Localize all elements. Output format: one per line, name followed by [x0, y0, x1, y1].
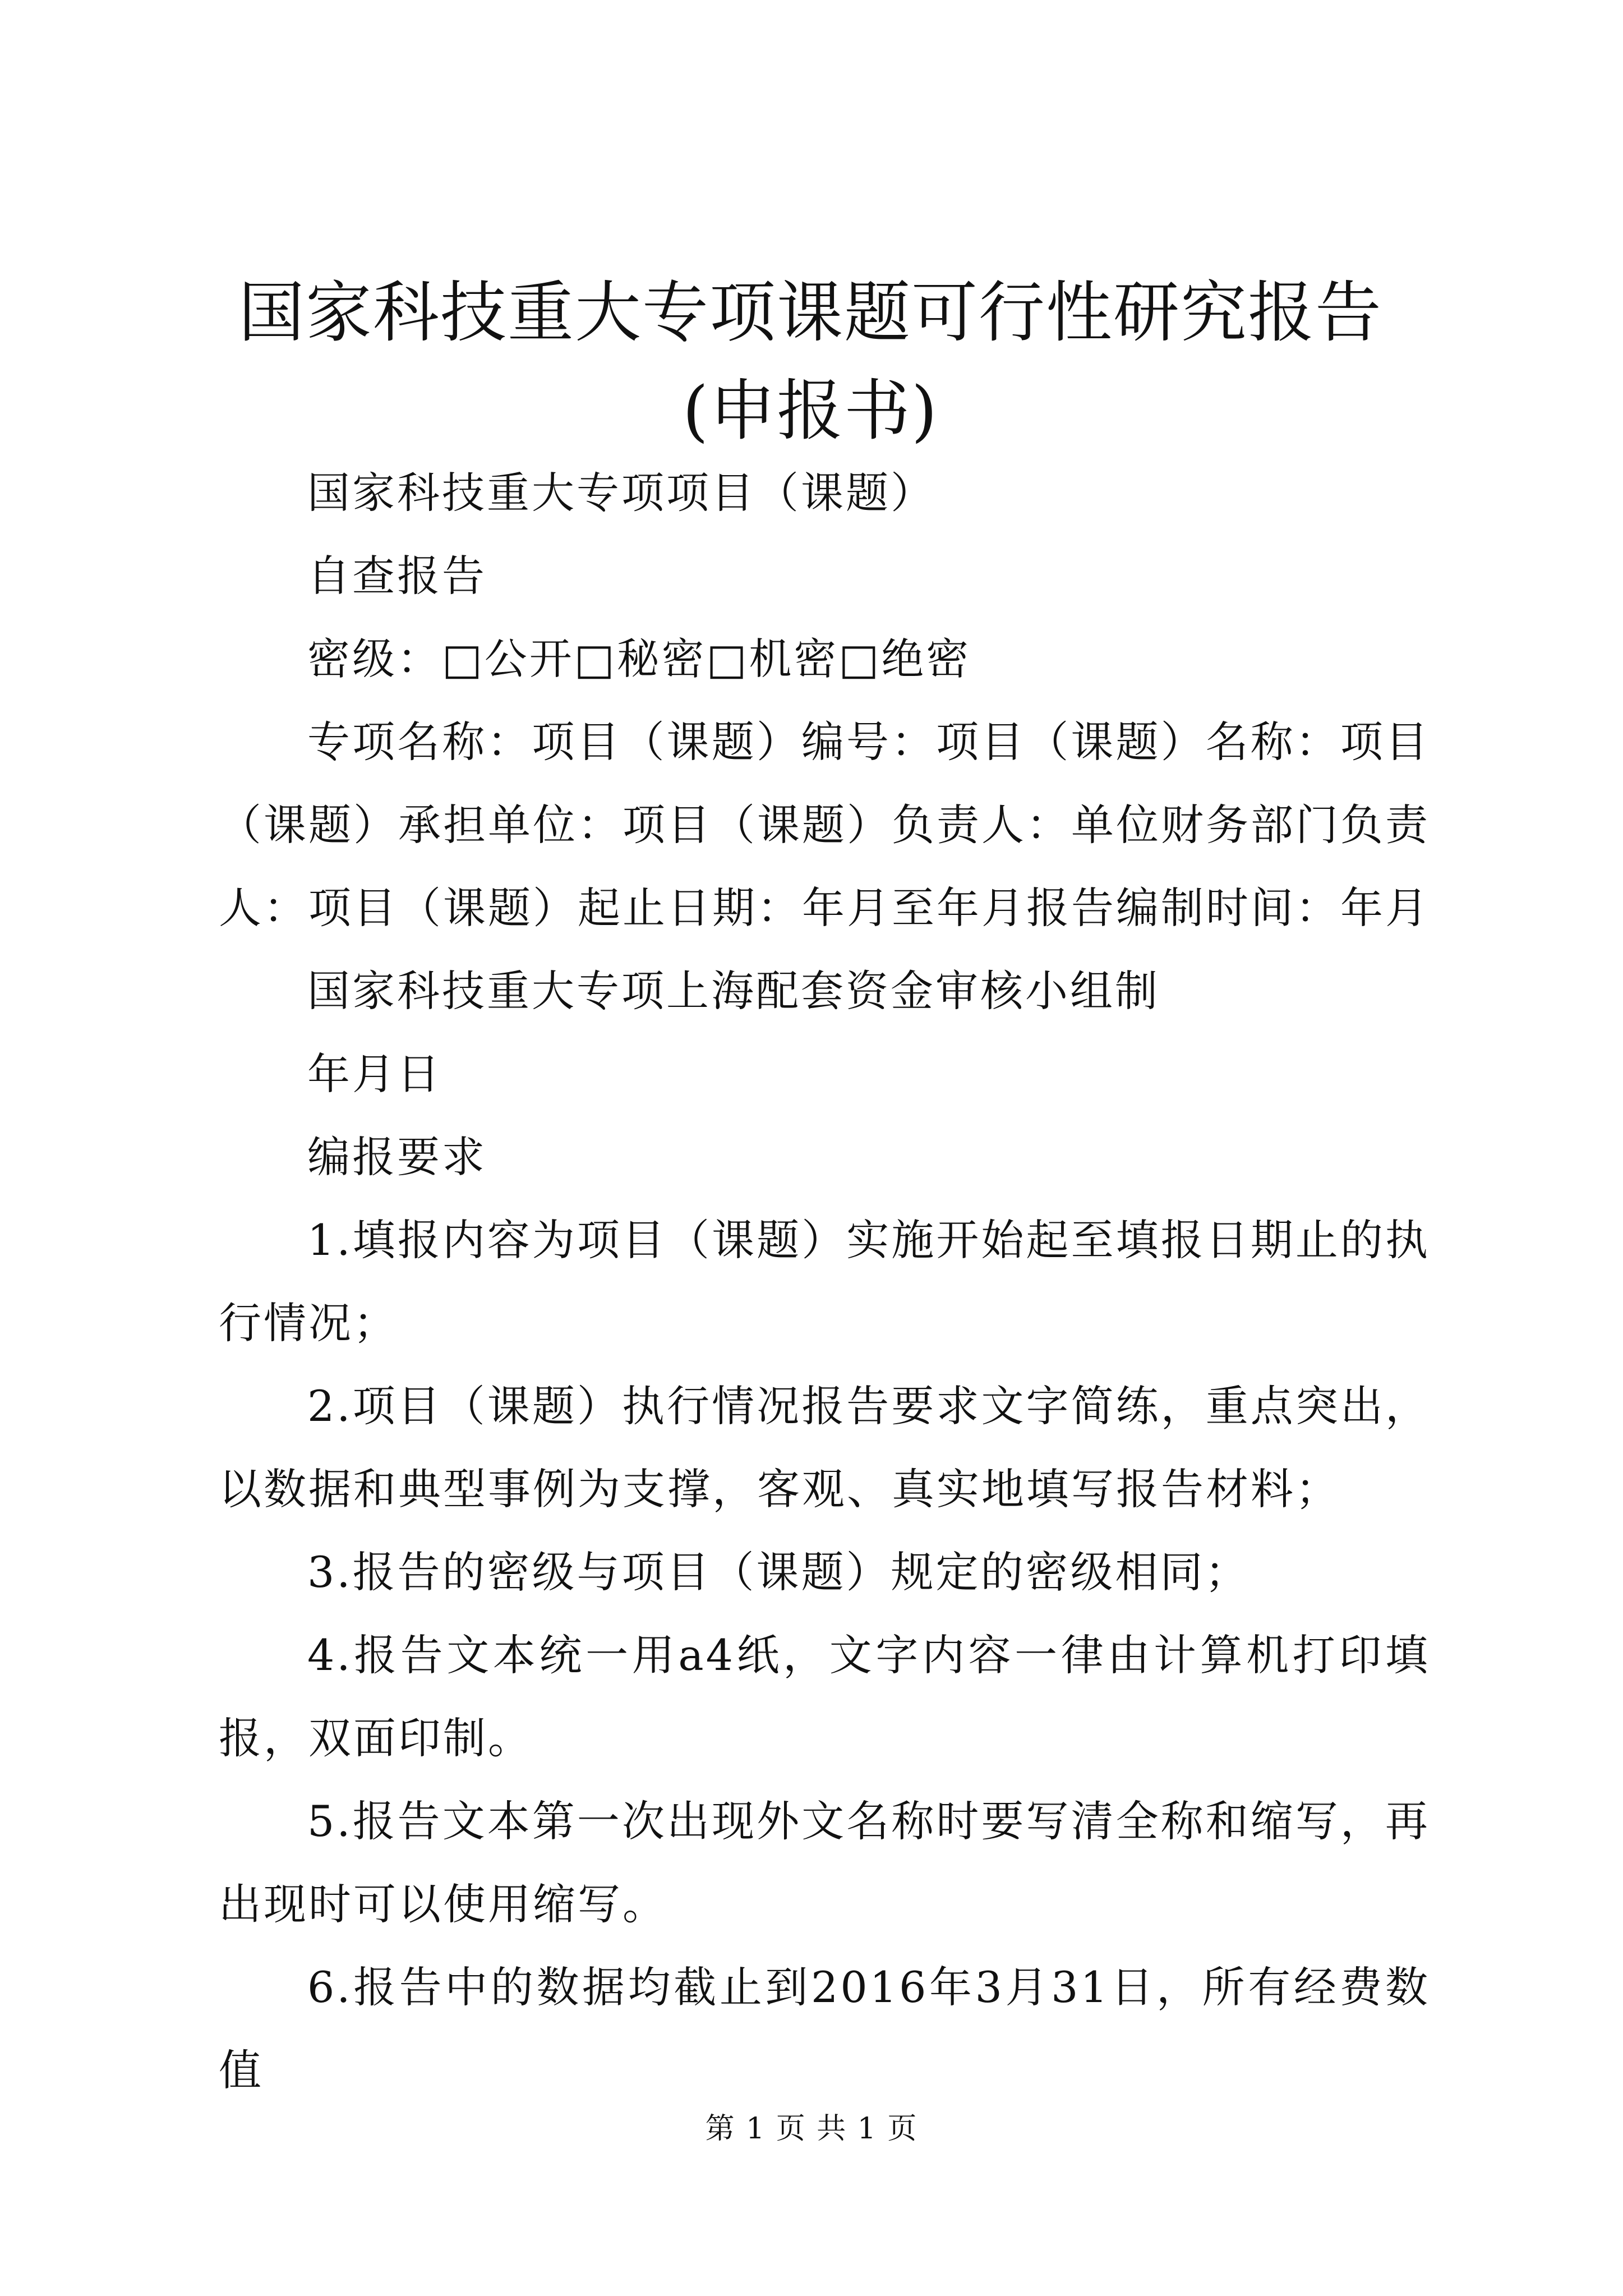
paragraph-security-level: 密级：□公开□秘密□机密□绝密: [307, 634, 971, 684]
paragraph-requirement-1: 1.填报内容为项目（课题）实施开始起至填报日期止的执行情况；: [219, 1215, 1430, 1348]
document-body: [219, 452, 1430, 2112]
paragraph-project-info: 专项名称：项目（课题）编号：项目（课题）名称：项目（课题）承担单位：项目（课题）负责人：单位财务部门负责人：项目（课题）起止日期：年月至年月报告编制时间：年月: [219, 717, 1430, 933]
paragraph-requirement-6: 6.报告中的数据均截止到2016年3月31日，所有经费数值: [219, 1962, 1430, 2095]
page-footer: 第 1 页 共 1 页: [705, 2112, 918, 2146]
document-title: 国家科技重大专项课题可行性研究报告(申报书): [238, 274, 1382, 449]
paragraph-requirement-2: 2.项目（课题）执行情况报告要求文字简练，重点突出，以数据和典型事例为支撑，客观、真实地填写报告材料；: [219, 1381, 1430, 1514]
paragraph-requirement-5: 5.报告文本第一次出现外文名称时要写清全称和缩写，再出现时可以使用缩写。: [219, 1796, 1430, 1929]
paragraph-requirement-4: 4.报告文本统一用a4纸，文字内容一律由计算机打印填报，双面印制。: [219, 1630, 1430, 1763]
paragraph-issuer: 国家科技重大专项上海配套资金审核小组制: [307, 966, 1160, 1016]
paragraph-requirement-3: 3.报告的密级与项目（课题）规定的密级相同；: [307, 1547, 1250, 1597]
paragraph-project-name: 国家科技重大专项项目（课题）: [307, 468, 935, 518]
paragraph-self-check-report: 自查报告: [307, 551, 487, 601]
paragraph-requirements-heading: 编报要求: [307, 1132, 487, 1182]
paragraph-date: 年月日: [307, 1049, 442, 1099]
